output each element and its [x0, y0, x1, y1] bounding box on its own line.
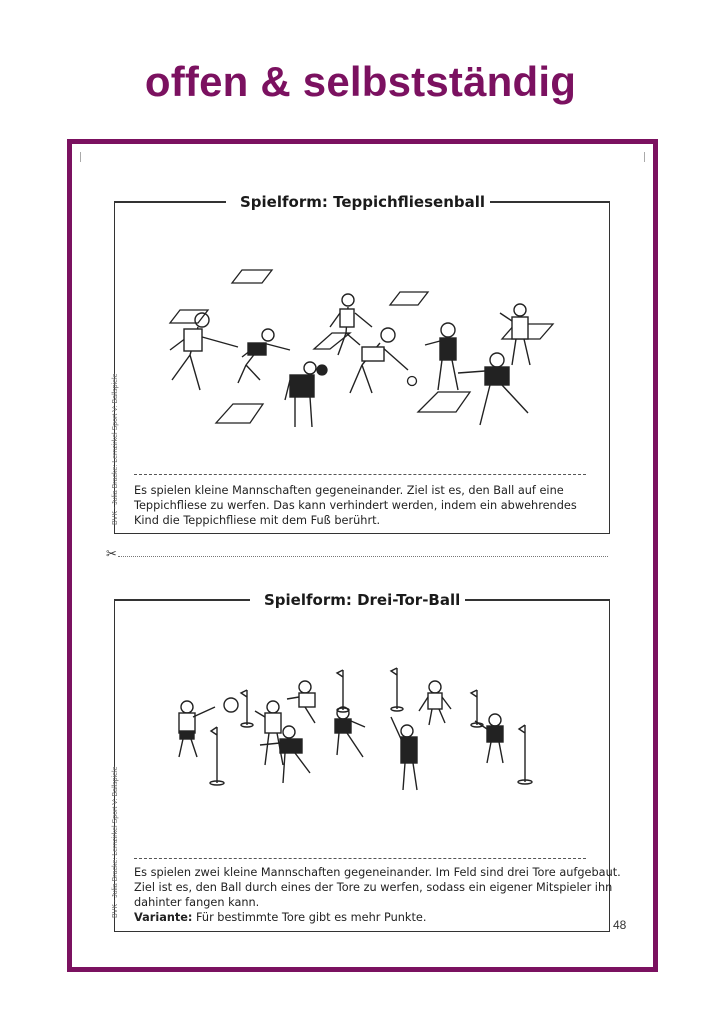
page-title: offen & selbstständig: [144, 58, 577, 105]
cut-line: [118, 556, 608, 557]
dashed-divider: [134, 474, 586, 475]
dashed-divider: [134, 858, 586, 859]
illustration-teppichfliesenball: [150, 265, 570, 435]
card-top-rule: [114, 599, 250, 601]
side-credit: BVK - Julia Bracke: Lernzirkel Sport V: Ballspiele: [112, 373, 119, 525]
crop-mark: [80, 152, 81, 162]
side-credit: BVK - Julia Bracke: Lernzirkel Sport V: Ballspiele: [112, 766, 119, 918]
description-line: Kind die Teppichfliese mit dem Fuß berührt.: [134, 514, 381, 527]
illustration-drei-tor-ball: [165, 665, 545, 795]
variant-text: Für bestimmte Tore gibt es mehr Punkte.: [192, 911, 427, 924]
description-line: Ziel ist es, den Ball durch eines der Tore zu werfen, sodass ein eigener Mitspieler ihn: [134, 881, 613, 894]
card-description: [134, 483, 577, 528]
scissors-icon: ✂: [106, 546, 117, 561]
crop-mark: [644, 152, 645, 162]
card-title: Spielform: Drei-Tor-Ball: [264, 591, 461, 609]
variant-label: Variante:: [134, 911, 193, 924]
description-line: Es spielen kleine Mannschaften gegeneinander. Ziel ist es, den Ball auf eine: [134, 484, 564, 497]
description-line: dahinter fangen kann.: [134, 896, 260, 909]
card-top-rule: [114, 201, 226, 203]
card-title: Spielform: Teppichfliesenball: [240, 193, 486, 211]
card-top-rule: [465, 599, 609, 601]
card-top-rule: [490, 201, 609, 203]
variant-line: [134, 910, 621, 925]
description-line: Es spielen zwei kleine Mannschaften gegeneinander. Im Feld sind drei Tore aufgebaut.: [134, 866, 621, 879]
card-description: [134, 865, 621, 925]
description-line: Teppichfliese zu werfen. Das kann verhindert werden, indem ein abwehrendes: [134, 499, 577, 512]
page-number: 48: [613, 918, 627, 932]
